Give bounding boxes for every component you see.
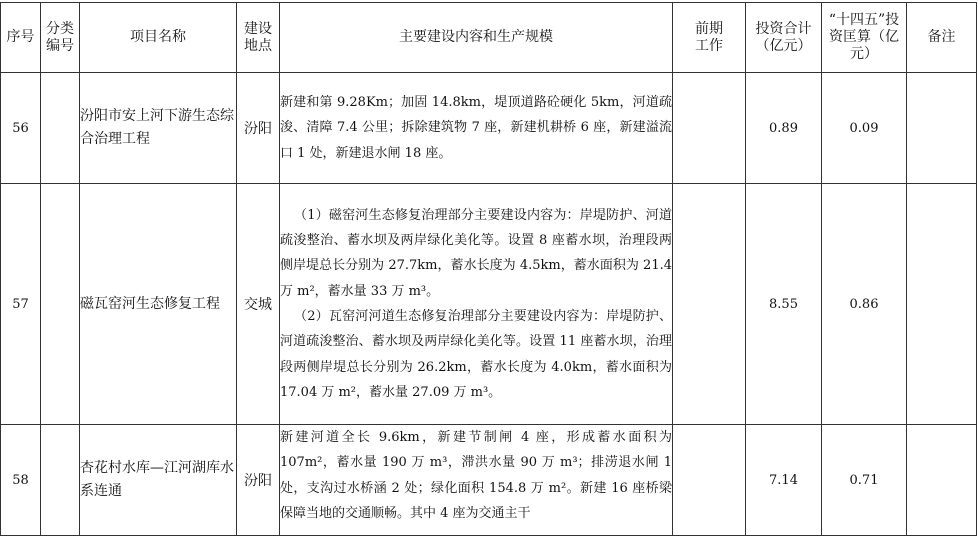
header-plan: “十四五”投资匡算（亿元） (822, 3, 907, 73)
table-row (1, 184, 977, 425)
row-plan: 0.71 (822, 425, 907, 536)
header-category: 分类编号 (41, 3, 80, 73)
row-seq: 58 (1, 425, 41, 536)
table-row (1, 425, 977, 536)
content-paragraph: （2）瓦窑河河道生态修复治理部分主要建设内容为：岸堤防护、河道疏浚整治、蓄水坝及两岸绿化美化等。设置 11 座蓄水坝，治理段两侧岸堤总长分别为 26.2km，蓄水长度为 4.0km，蓄水面积为 17.04 万 m²，蓄水量 27.09 万 m³。 (280, 309, 672, 400)
row-remarks (907, 425, 977, 536)
row-remarks (907, 73, 977, 184)
row-seq: 56 (1, 73, 41, 184)
content-paragraph: 新建河道全长 9.6km，新建节制闸 4 座，形成蓄水面积为 107m²，蓄水量 190 万 m³，滞洪水量 90 万 m³；排涝退水闸 1 处，支沟过水桥涵 2 处；绿化面积 154.8 万 m²。新建 16 座桥梁保障当地的交通顺畅。其中 4 座为交通主干 (280, 430, 672, 521)
content-paragraph: 新建和第 9.28Km；加固 14.8km，堤顶道路砼硬化 5km，河道疏浚、清障 7.4 公里；拆除建筑物 7 座，新建机耕桥 6 座，新建溢流口 1 处，新建退水闸 18 座。 (280, 95, 672, 161)
row-location: 交城 (237, 184, 280, 425)
header-total: 投资合计（亿元） (746, 3, 822, 73)
content-clip (280, 425, 672, 535)
row-preliminary (673, 425, 746, 536)
row-category (41, 73, 80, 184)
header-row (1, 3, 977, 73)
content-paragraph: （1）磁窑河生态修复治理部分主要建设内容为：岸堤防护、河道疏浚整治、蓄水坝及两岸绿化美化等。设置 8 座蓄水坝，治理段两侧岸堤总长分别为 27.7km，蓄水长度为 4.5km，蓄水面积为 21.4 万 m²，蓄水量 33 万 m³。 (280, 207, 672, 299)
row-location: 汾阳 (237, 73, 280, 184)
header-seq: 序号 (1, 3, 41, 73)
header-name: 项目名称 (80, 3, 237, 73)
row-location: 汾阳 (237, 425, 280, 536)
project-table (0, 2, 977, 536)
row-preliminary (673, 184, 746, 425)
row-content (280, 184, 673, 425)
row-total: 8.55 (746, 184, 822, 425)
row-plan: 0.86 (822, 184, 907, 425)
row-preliminary (673, 73, 746, 184)
row-seq: 57 (1, 184, 41, 425)
row-total: 7.14 (746, 425, 822, 536)
table-row (1, 73, 977, 184)
row-name: 杏花村水库—江河湖库水系连通 (80, 425, 237, 536)
row-category (41, 425, 80, 536)
header-location: 建设地点 (237, 3, 280, 73)
row-total: 0.89 (746, 73, 822, 184)
row-name: 汾阳市安上河下游生态综合治理工程 (80, 73, 237, 184)
header-preliminary: 前期工作 (673, 3, 746, 73)
row-name: 磁瓦窑河生态修复工程 (80, 184, 237, 425)
row-category (41, 184, 80, 425)
header-content: 主要建设内容和生产规模 (280, 3, 673, 73)
header-remarks: 备注 (907, 3, 977, 73)
row-content (280, 73, 673, 184)
row-remarks (907, 184, 977, 425)
row-plan: 0.09 (822, 73, 907, 184)
row-content (280, 425, 673, 536)
